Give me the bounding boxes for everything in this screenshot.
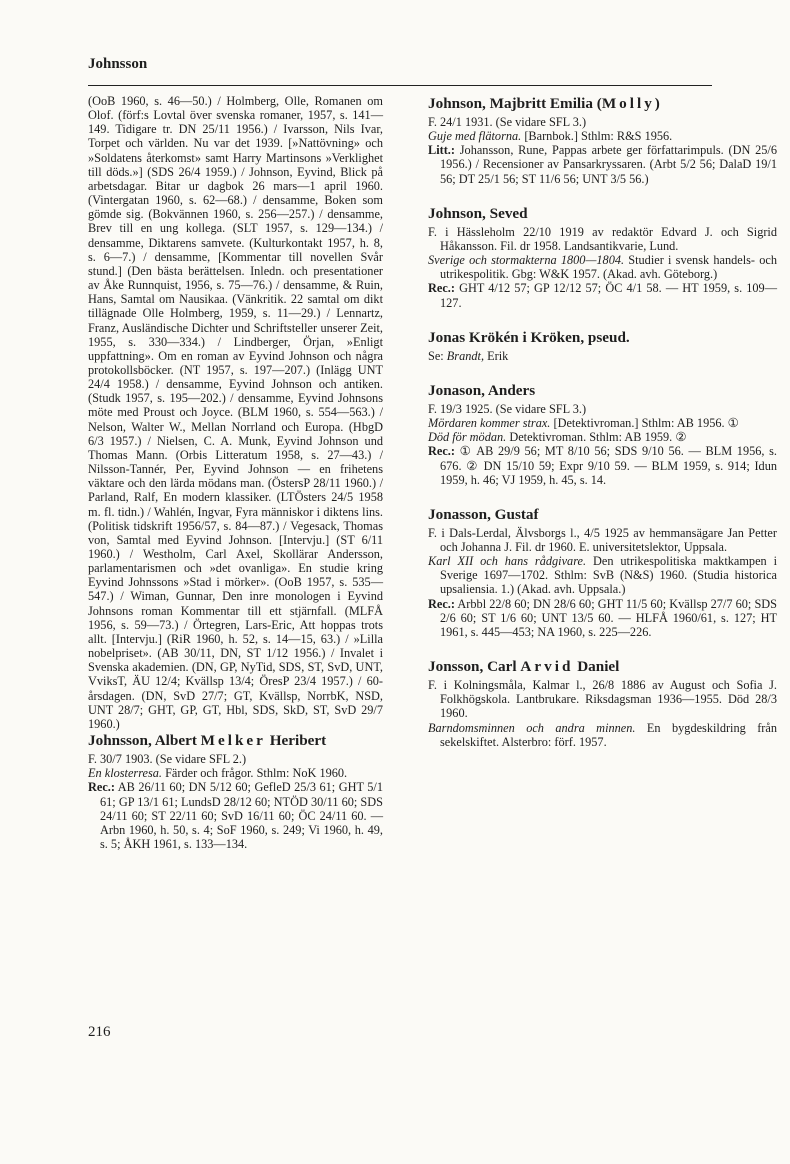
- entry-kroken-pseud: [428, 328, 777, 363]
- entry-heading: Jonas Krökén i Kröken, pseud.: [428, 328, 630, 346]
- right-column: [428, 94, 777, 767]
- entry-work: Död för mödan. Detektivroman. Sthlm: AB 1959. ②: [428, 430, 687, 445]
- running-head: Johnsson: [88, 56, 148, 72]
- entry-literature: Litt.: Johansson, Rune, Pappas arbete ger författarimpuls. (DN 25/6 1956.) / Recensioner av Pansarkryssaren. (Arbt 5/2 56; DalaD 19/1 56; DT 25/1 56; ST 11/6 56; UNT 3/5 56.): [428, 143, 777, 186]
- entry-bio: F. i Dals-Lerdal, Älvsborgs l., 4/5 1925 av hemmansägare Jan Petter och Johanna J. Fil. dr 1960. E. universitetslektor, Uppsala.: [428, 525, 777, 554]
- entry-johnsson-melker: [88, 731, 383, 851]
- entry-bio: F. 30/7 1903. (Se vidare SFL 2.): [88, 752, 247, 767]
- header-rule: [88, 85, 712, 86]
- entry-heading: Johnson, Majbritt Emilia (Molly): [428, 95, 660, 112]
- left-column: [88, 94, 383, 869]
- entry-jonsson-arvid: [428, 657, 777, 749]
- entry-heading: Jonsson, Carl Arvid Daniel: [428, 658, 620, 676]
- entry-reviews: Rec.: AB 26/11 60; DN 5/12 60; GefleD 25/3 61; GHT 5/1 61; GP 13/1 61; LundsD 28/12 60; NTÖD 30/11 60; SDS 24/11 60; ST 22/11 60; SvD 16/11 60; ÖC 24/11 60. — Arbn 1960, h. 50, s. 4; SoF 1960, s. 249; Vi 1960, h. 49, s. 5; ÅKH 1961, s. 133—134.: [88, 780, 383, 851]
- entry-see-reference: Se: Brandt, Erik: [428, 348, 509, 363]
- entry-reviews: Rec.: GHT 4/12 57; GP 12/12 57; ÖC 4/1 58. — HT 1959, s. 109—127.: [428, 281, 777, 310]
- entry-reviews: Rec.: Arbbl 22/8 60; DN 28/6 60; GHT 11/5 60; Kvällsp 27/7 60; SDS 2/6 60; ST 1/6 60; UNT 13/5 60. — HLFÅ 1960/61, s. 127; HT 1961, s. 445—453; NA 1960, s. 225—226.: [428, 596, 778, 639]
- entry-work: Karl XII och hans rådgivare. Den utrikespolitiska maktkampen i Sverige 1697—1702. Sthlm: SvB (N&S) 1960. (Studia historica upsaliensia. 1.) (Akad. avh. Uppsala.): [428, 554, 778, 597]
- page-number: 216: [88, 1024, 111, 1040]
- entry-johnson-seved: [428, 204, 777, 310]
- entry-work: Guje med flätorna. [Barnbok.] Sthlm: R&S 1956.: [428, 129, 673, 144]
- entry-heading: Jonason, Anders: [428, 381, 536, 399]
- entry-bio: F. i Hässleholm 22/10 1919 av redaktör Edvard J. och Sigrid Håkansson. Fil. dr 1958. Landsantikvarie, Lund.: [428, 224, 777, 253]
- entry-work: Mördaren kommer strax. [Detektivroman.] Sthlm: AB 1956. ①: [428, 416, 739, 431]
- entry-work: Barndomsminnen och andra minnen. En bygdeskildring från sekelskiftet. Alsterbro: förf. 1957.: [428, 720, 777, 749]
- entry-work: En klosterresa. Färder och frågor. Sthlm: NoK 1960.: [88, 766, 348, 781]
- entry-bio: F. 24/1 1931. (Se vidare SFL 3.): [428, 115, 587, 129]
- entry-continuation: (OoB 1960, s. 46—50.) / Holmberg, Olle, Romanen om Olof. (förf:s Lovtal över svenska romaner, 1957, s. 141—149. Tidigare tr. DN 25/11 1956.) / Ivarsson, Nils Ivar, Torpet och världen. Nu var det 1939. [»Nattövning» och »Soldatens återkomst» samt Harry Martinsons »Verklighet till döds.»] (SDS 26/4 1959.) / Johnson, Eyvind, Blick på arbetsdagar. Bitar ur dagbok 26 mars—1 april 1960. (Vintergatan 1960, s. 62—68.) / densamme, Boken som gömde sig. (Bokvännen 1960, s. 256—257.) / densamme, Brev till en ung kollega. (SLT 1957, s. 129—134.) / densamme, Diktarens samvete. (Kulturkontakt 1957, h. 8, s. 6—7.) / densamme, [Kommentar till novellen Svår stund.] (Den bästa berättelsen. Inledn. och presentationer av Åke Runnquist, 1956, s. 75—76.) / densamme, & Ruin, Hans, Samtal om Nausikaa. (Vänkritik. 22 samtal om dikt tillägnade Olle Holmberg, 1959, s. 11—29.) / Lennartz, Franz, Ausländische Dichter und Schriftsteller unserer Zeit, 1955, s. 330—334.) / Lindberger, Örjan, »Enligt uppfattning». Om en roman av Eyvind Johnson och några protokollsböcker. (NT 1957, s. 197—207.) (Inlägg UNT 24/4 1958.) / densamme, Eyvind Johnson och antiken. (Studk 1957, s. 195—202.) / densamme, Eyvind Johnsons möte med Proust och Joyce. (BLM 1960, s. 554—563.) / Nelson, Walter W., Mellan Norrland och Europa. (HbgD 6/3 1957.) / Nielsen, C. A. Munk, Eyvind Johnson und Thomas Mann. (Orbis Litteratum 1958, s. 27—43.) / Nilsson-Tannér, Per, Eyvind Johnson — en frihetens väktare och den lärda mödans man. (ÖstersP 28/11 1960.) / Parland, Ralf, En modern klassiker. (LTÖsters 24/5 1958 m. fl. tidn.) / Wahlén, Ingvar, Fyra människor i diktens lins. (Politisk tidskrift 1956/57, s. 84—87.) / Vegesack, Thomas von, Samtal med Eyvind Johnson. [Intervju.] (ST 6/11 1960.) / Westholm, Carl Axel, Skollärar Andersson, parlamentarismen och »det ovanliga». En studie kring Eyvind Johnssons »Stad i mörker». (OoB 1957, s. 535—547.) / Wiman, Gunnar, Den inre monologen i Eyvind Johnsons roman Kommentar till ett stjärnfall. (MLFÅ 1956, s. 59—73.) / Örtegren, Lars-Eric, Att hoppas trots allt. [Intervju.] (RiR 1960, h. 52, s. 14—15, 63.) / »Lilla nobelpriset». (AB 30/11, DN, ST 1/12 1956.) / Invalet i Svenska akademien. (DN, GP, NyTid, SDS, ST, SvD, UNT, VviksT, ÄU 12/4; Kvällsp 13/4; ÖresP 23/4 1957.) / 60-årsdagen. (DN, SvD 27/7; GT, Kvällsp, NorrbK, NSD, UNT 28/7; GHT, GP, GT, Hbl, SDS, SkD, ST, SvD 29/7 1960.): [88, 94, 383, 731]
- entry-jonasson-gustaf: [428, 505, 777, 639]
- entry-reviews: Rec.: ① AB 29/9 56; MT 8/10 56; SDS 9/10 56. — BLM 1956, s. 676. ② DN 15/10 59; Expr 9/10 59. — BLM 1959, s. 914; Idun 1959, h. 46; VJ 1959, h. 45, s. 14.: [428, 444, 777, 487]
- entry-heading: Johnsson, Albert Melker Heribert: [88, 732, 327, 750]
- entry-heading: Jonasson, Gustaf: [428, 505, 539, 523]
- entry-jonason-anders: [428, 381, 777, 487]
- entry-johnson-majbritt: [428, 94, 777, 186]
- entry-work: Sverige och stormakterna 1800—1804. Studier i svensk handels- och utrikespolitik. Gbg: W&K 1957. (Akad. avh. Göteborg.): [428, 253, 777, 282]
- entry-heading: Johnson, Seved: [428, 204, 528, 222]
- entry-bio: F. 19/3 1925. (Se vidare SFL 3.): [428, 401, 587, 416]
- entry-bio: F. i Kolningsmåla, Kalmar l., 26/8 1886 av August och Sofia J. Folkhögskola. Lantbrukare. Riksdagsman 1936—1955. Död 28/3 1960.: [428, 678, 777, 721]
